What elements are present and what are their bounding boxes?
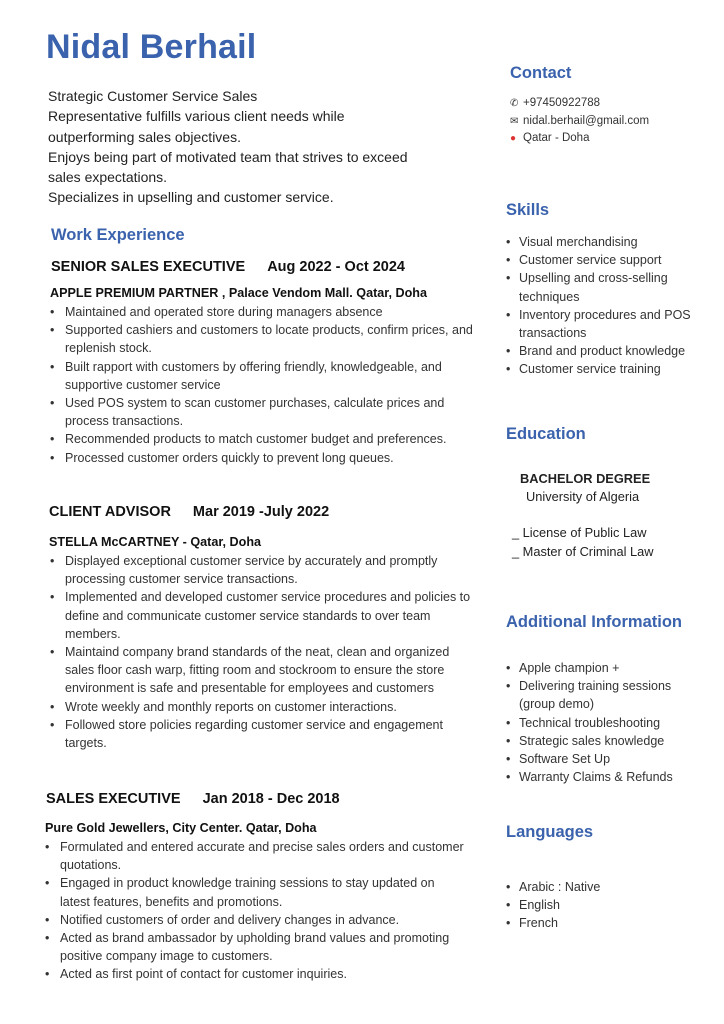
list-item: • Upselling and cross-selling techniques <box>506 269 706 305</box>
location-line <box>510 130 649 148</box>
job-title-3 <box>46 791 340 807</box>
job-3-bullets <box>44 838 464 984</box>
list-item: • Apple champion + <box>506 659 706 677</box>
list-item: • Maintained and operated store during managers absence <box>49 303 489 321</box>
summary-line: outperforming sales objectives. <box>48 128 241 145</box>
education-heading: Education <box>506 425 586 443</box>
list-item: • Delivering training sessions (group demo) <box>506 677 706 713</box>
contact-block <box>510 95 649 148</box>
license-item: _ License of Public Law <box>512 525 647 540</box>
languages-heading: Languages <box>506 823 594 841</box>
list-item: • Implemented and developed customer service procedures and policies to define and communicate customer service standards to over team members. <box>49 588 479 643</box>
employer-3: Pure Gold Jewellers, City Center. Qatar, Doha <box>45 821 317 835</box>
job-dates: Jan 2018 - Dec 2018 <box>202 791 340 807</box>
list-item: • Recommended products to match customer budget and preferences. <box>49 430 489 448</box>
job-title-text: CLIENT ADVISOR <box>49 504 171 520</box>
job-1-bullets <box>49 303 489 467</box>
work-experience-heading: Work Experience <box>51 226 185 244</box>
languages-list <box>506 878 706 933</box>
email-line <box>510 113 649 131</box>
list-item: • Customer service training <box>506 360 706 378</box>
list-item: • Software Set Up <box>506 750 706 768</box>
list-item: • Acted as first point of contact for customer inquiries. <box>44 965 464 983</box>
list-item: • Brand and product knowledge <box>506 342 706 360</box>
summary-line: Representative fulfills various client needs while <box>48 108 345 125</box>
skills-heading: Skills <box>506 201 550 219</box>
profile-summary <box>48 86 488 208</box>
list-item: • Processed customer orders quickly to prevent long queues. <box>49 449 489 467</box>
candidate-name: Nidal Berhail <box>46 28 257 66</box>
list-item: • Used POS system to scan customer purchases, calculate prices and process transactions. <box>49 394 489 430</box>
phone-number: +97450922788 <box>523 97 601 109</box>
list-item: • Inventory procedures and POS transactions <box>506 306 706 342</box>
mail-icon: ✉ <box>510 115 519 127</box>
employer-2: STELLA McCARTNEY - Qatar, Doha <box>49 535 262 549</box>
summary-line: sales expectations. <box>48 169 168 186</box>
additional-info-list <box>506 659 706 786</box>
list-item: • Visual merchandising <box>506 233 706 251</box>
list-item: • French <box>506 914 706 932</box>
list-item: • English <box>506 896 706 914</box>
job-title-1 <box>51 259 405 275</box>
list-item: • Wrote weekly and monthly reports on customer interactions. <box>49 698 479 716</box>
list-item: • Formulated and entered accurate and precise sales orders and customer quotations. <box>44 838 464 874</box>
list-item: • Acted as brand ambassador by upholding brand values and promoting positive company image to customers. <box>44 929 464 965</box>
list-item: • Arabic : Native <box>506 878 706 896</box>
summary-line: Specializes in upselling and customer service. <box>48 189 334 206</box>
list-item: • Displayed exceptional customer service by accurately and promptly processing customer service transactions. <box>49 552 479 588</box>
list-item: • Followed store policies regarding customer service and engagement targets. <box>49 716 479 752</box>
school-name: University of Algeria <box>526 489 640 504</box>
job-title-2 <box>49 504 329 520</box>
additional-info-heading: Additional Information <box>506 613 682 631</box>
list-item: • Engaged in product knowledge training sessions to stay updated on latest features, benefits and promotions. <box>44 874 464 910</box>
contact-heading: Contact <box>510 64 572 82</box>
job-dates: Mar 2019 -July 2022 <box>192 504 330 520</box>
list-item: • Supported cashiers and customers to locate products, confirm prices, and replenish stock. <box>49 321 489 357</box>
pin-icon: ● <box>510 133 517 145</box>
job-title-text: SENIOR SALES EXECUTIVE <box>51 259 246 275</box>
license-item: _ Master of Criminal Law <box>512 544 654 559</box>
list-item: • Technical troubleshooting <box>506 714 706 732</box>
job-dates: Aug 2022 - Oct 2024 <box>267 259 406 275</box>
list-item: • Strategic sales knowledge <box>506 732 706 750</box>
list-item: • Customer service support <box>506 251 706 269</box>
employer-1: APPLE PREMIUM PARTNER , Palace Vendom Mall. Qatar, Doha <box>50 286 427 300</box>
skills-list <box>506 233 706 379</box>
phone-icon: ✆ <box>510 98 519 109</box>
summary-line: Enjoys being part of motivated team that strives to exceed <box>48 148 408 165</box>
phone-line <box>510 95 649 113</box>
job-title-text: SALES EXECUTIVE <box>46 791 181 807</box>
summary-line: Strategic Customer Service Sales <box>48 88 258 104</box>
location-text: Qatar - Doha <box>523 132 590 145</box>
degree-title: BACHELOR DEGREE <box>520 471 651 486</box>
list-item: • Warranty Claims & Refunds <box>506 768 706 786</box>
list-item: • Built rapport with customers by offering friendly, knowledgeable, and supportive customer service <box>49 358 489 394</box>
list-item: • Notified customers of order and delivery changes in advance. <box>44 911 464 929</box>
job-2-bullets <box>49 552 479 752</box>
email-address: nidal.berhail@gmail.com <box>523 114 650 127</box>
list-item: • Maintaind company brand standards of the neat, clean and organized sales floor cash warp, fitting room and stockroom to ensure the store environment is safe and presentable for employees and customers <box>49 643 479 698</box>
